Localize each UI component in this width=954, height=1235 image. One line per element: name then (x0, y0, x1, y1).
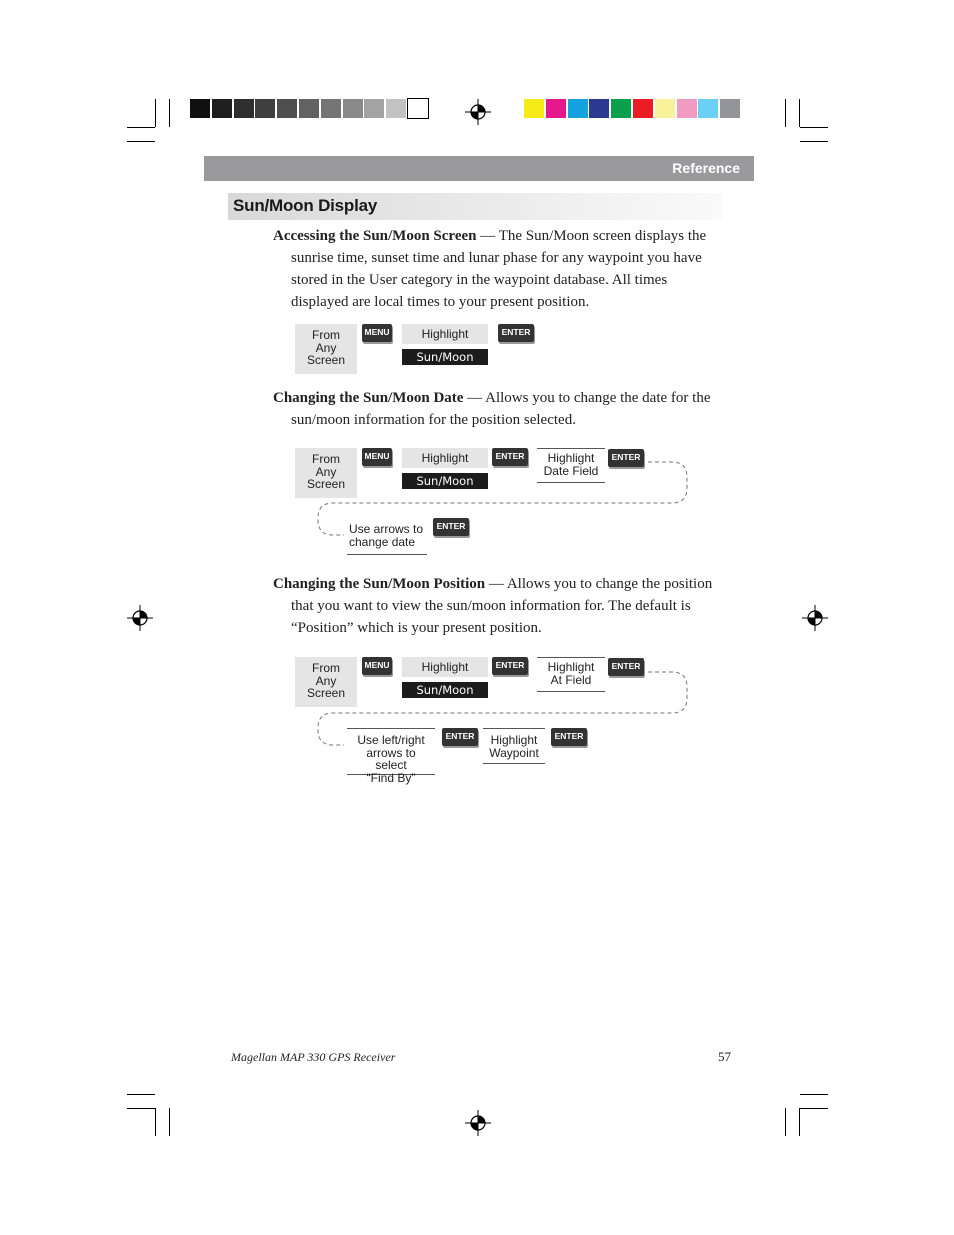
footer-title: Magellan MAP 330 GPS Receiver (231, 1050, 396, 1064)
page-number: 57 (718, 1049, 731, 1064)
from-any-screen-box: From Any Screen (295, 324, 357, 374)
enter-key-icon: ENTER (442, 728, 478, 746)
paragraph-text: — Allows you to change the date for the (463, 390, 711, 406)
section-title: Sun/Moon Display (233, 196, 378, 215)
highlight-box: Highlight (402, 448, 488, 468)
highlight-date-field-label: Highlight Date Field (537, 448, 605, 483)
enter-key-icon: ENTER (492, 448, 528, 466)
sun-moon-menu-item: Sun/Moon (402, 682, 488, 698)
enter-key-icon: ENTER (492, 657, 528, 675)
enter-key-icon: ENTER (433, 518, 469, 536)
use-arrows-label: Use arrows to change date (347, 518, 427, 555)
paragraph-text: — Allows you to change the position (485, 576, 713, 592)
paragraph-lead: Changing the Sun/Moon Position (273, 576, 486, 592)
paragraph-text: — The Sun/Moon screen displays the (480, 228, 707, 244)
header-label: Reference (672, 160, 740, 176)
paragraph-text: stored in the User category in the waypoint database. All times (291, 272, 668, 288)
highlight-waypoint-label: Highlight Waypoint (483, 728, 545, 764)
enter-key-icon: ENTER (551, 728, 587, 746)
from-any-screen-box: From Any Screen (295, 657, 357, 707)
menu-key-icon: MENU (362, 324, 392, 342)
highlight-box: Highlight (402, 657, 488, 677)
paragraph-text: sun/moon information for the position selected. (291, 412, 576, 428)
enter-key-icon: ENTER (608, 658, 644, 676)
paragraph-text: displayed are local times to your present position. (291, 294, 590, 310)
sun-moon-menu-item: Sun/Moon (402, 473, 488, 489)
highlight-box: Highlight (402, 324, 488, 344)
from-any-screen-box: From Any Screen (295, 448, 357, 498)
highlight-at-field-label: Highlight At Field (537, 657, 605, 692)
enter-key-icon: ENTER (608, 449, 644, 467)
paragraph-lead: Accessing the Sun/Moon Screen (273, 228, 477, 244)
menu-key-icon: MENU (362, 448, 392, 466)
sun-moon-menu-item: Sun/Moon (402, 349, 488, 365)
paragraph-text: “Position” which is your present position. (291, 620, 542, 636)
menu-key-icon: MENU (362, 657, 392, 675)
use-left-right-label: Use left/right arrows to select “Find By” (347, 728, 435, 775)
paragraph-text: that you want to view the sun/moon information for. The default is (291, 598, 691, 614)
enter-key-icon: ENTER (498, 324, 534, 342)
paragraph-text: sunrise time, sunset time and lunar phase for any waypoint you have (291, 250, 702, 266)
paragraph-lead: Changing the Sun/Moon Date (273, 390, 464, 406)
